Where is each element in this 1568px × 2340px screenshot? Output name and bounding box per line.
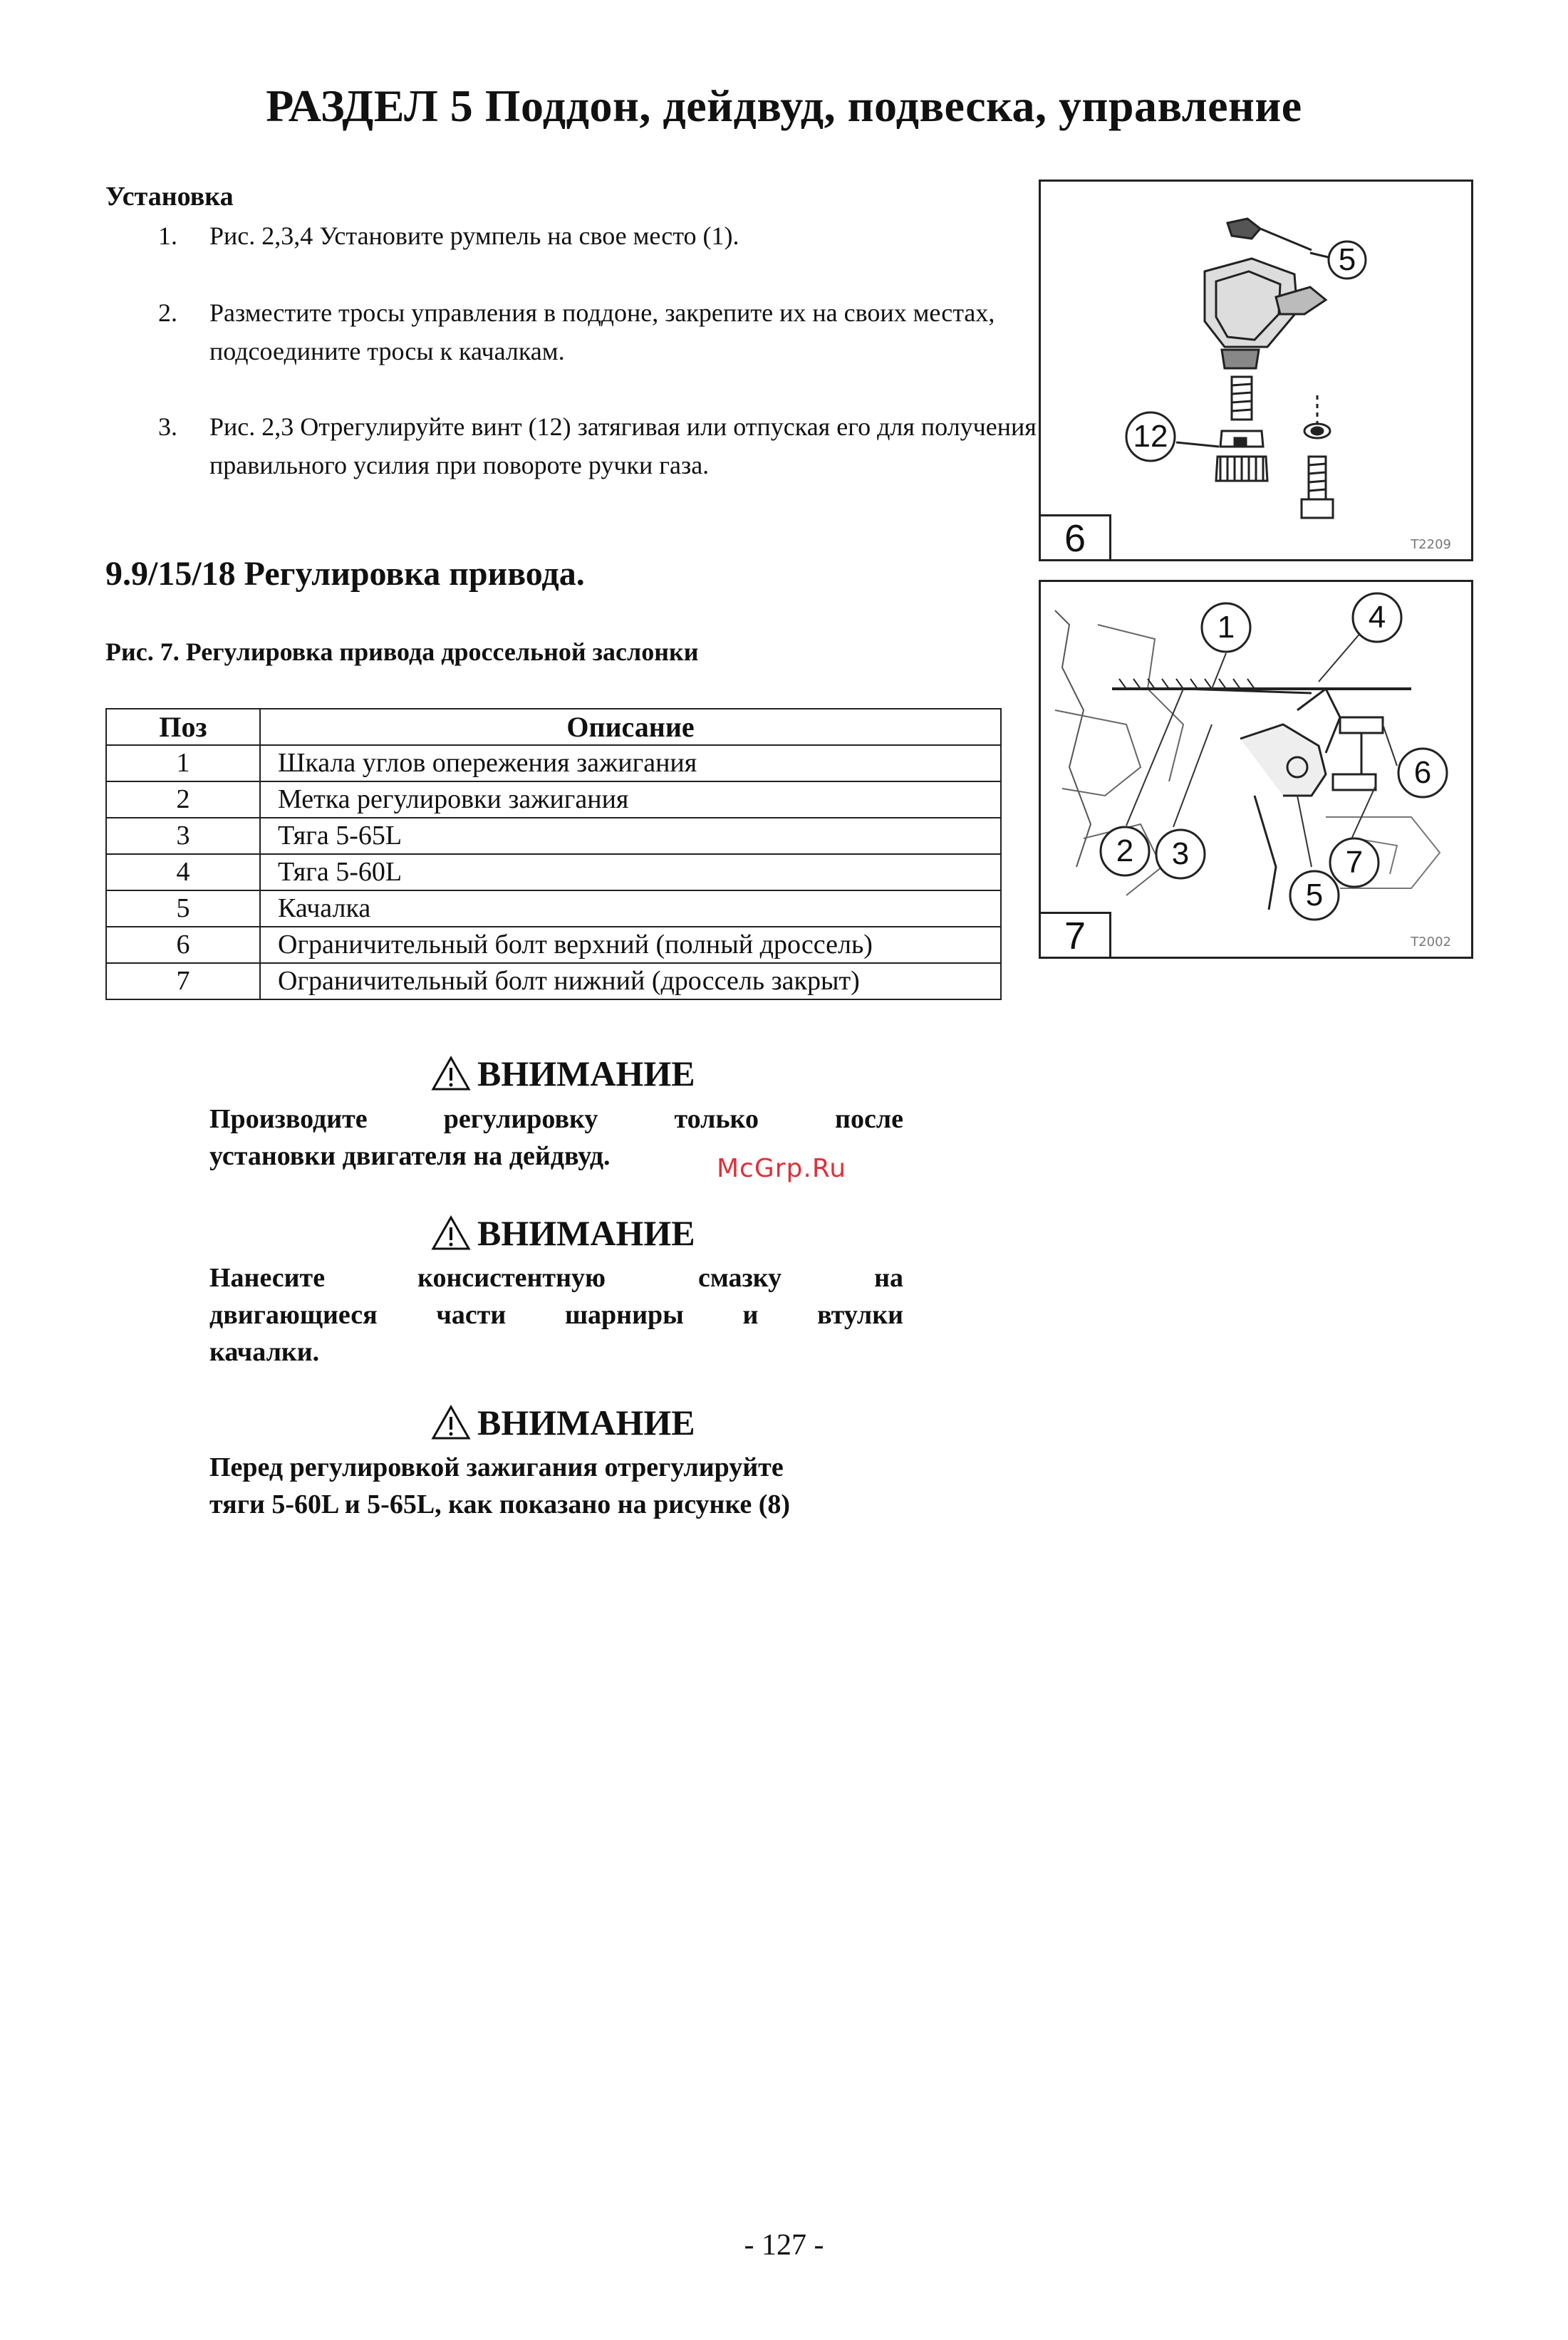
step-text: Рис. 2,3,4 Установите румпель на свое место (1). xyxy=(209,222,739,250)
warning-title xyxy=(430,1053,695,1094)
figure-code: T2002 xyxy=(1411,935,1451,950)
watermark: McGrp.Ru xyxy=(717,1154,847,1183)
step-number: 3. xyxy=(158,412,177,441)
cell-pos: 3 xyxy=(106,818,260,854)
cell-description: Ограничительный болт нижний (дроссель закрыт) xyxy=(260,963,1001,999)
section-heading: 9.9/15/18 Регулировка привода. xyxy=(105,555,585,593)
parts-table xyxy=(105,708,1002,1000)
table-row xyxy=(106,963,1001,999)
callout-6: 6 xyxy=(1413,755,1432,790)
step-number: 1. xyxy=(158,222,177,250)
figure-code: T2209 xyxy=(1411,537,1451,552)
figure-7 xyxy=(1039,580,1473,959)
warning-line: Перед регулировкой зажигания отрегулируйте xyxy=(209,1452,784,1482)
table-row xyxy=(106,781,1001,818)
warning-title-text: ВНИМАНИЕ xyxy=(477,1403,695,1442)
callout-5: 5 xyxy=(1338,242,1356,277)
warning-title-text: ВНИМАНИЕ xyxy=(477,1213,695,1253)
callout-7: 7 xyxy=(1345,845,1364,880)
table-row xyxy=(106,890,1001,927)
cell-description: Метка регулировки зажигания xyxy=(260,781,1001,818)
table-row xyxy=(106,745,1001,781)
cell-pos: 6 xyxy=(106,927,260,963)
cell-description: Тяга 5-65L xyxy=(260,818,1001,854)
warning-line: качалки. xyxy=(209,1337,320,1367)
table-row xyxy=(106,927,1001,963)
cell-description: Качалка xyxy=(260,890,1001,927)
step-number: 2. xyxy=(158,298,177,327)
page-title: РАЗДЕЛ 5 Поддон, дейдвуд, подвеска, управление xyxy=(266,80,1302,131)
warning-title xyxy=(430,1212,695,1254)
warning-triangle-icon xyxy=(430,1404,472,1441)
callout-5: 5 xyxy=(1305,878,1324,912)
warning-line: установки двигателя на дейдвуд. xyxy=(209,1141,611,1171)
tiller-friction-assembly-drawing xyxy=(1041,182,1471,559)
cell-description: Шкала углов опережения зажигания xyxy=(260,745,1001,781)
figure-6 xyxy=(1039,180,1473,561)
warning-line: двигающиеся части шарниры и втулки xyxy=(209,1300,903,1330)
callout-12: 12 xyxy=(1133,419,1168,454)
callout-1: 1 xyxy=(1217,610,1235,645)
callout-4: 4 xyxy=(1368,600,1386,635)
warning-line: тяги 5-60L и 5-65L, как показано на рисунке (8) xyxy=(209,1489,791,1519)
install-heading: Установка xyxy=(105,182,234,212)
cell-description: Тяга 5-60L xyxy=(260,854,1001,890)
warning-title-text: ВНИМАНИЕ xyxy=(477,1054,695,1093)
warning-triangle-icon xyxy=(430,1055,472,1092)
step-text: Рис. 2,3 Отрегулируйте винт (12) затягивая или отпуская его для получения правильного усилия при повороте ручки газа. xyxy=(209,412,1037,479)
callout-2: 2 xyxy=(1116,833,1134,868)
cell-pos: 4 xyxy=(106,854,260,890)
cell-pos: 2 xyxy=(106,781,260,818)
table-header-row xyxy=(106,709,1001,745)
cell-pos: 5 xyxy=(106,890,260,927)
warning-title xyxy=(430,1402,695,1443)
table-row xyxy=(106,818,1001,854)
column-header-description: Описание xyxy=(260,709,1001,745)
cell-pos: 1 xyxy=(106,745,260,781)
warning-triangle-icon xyxy=(430,1215,472,1252)
warning-line: Нанесите консистентную смазку на xyxy=(209,1263,903,1293)
warning-line: Производите регулировку только после xyxy=(209,1104,903,1134)
table-row xyxy=(106,854,1001,890)
cell-pos: 7 xyxy=(106,963,260,999)
page-number: - 127 - xyxy=(744,2229,824,2262)
cell-description: Ограничительный болт верхний (полный дроссель) xyxy=(260,927,1001,963)
callout-3: 3 xyxy=(1171,836,1190,871)
step-text: Разместите тросы управления в поддоне, закрепите их на своих местах, подсоедините тросы к качалкам. xyxy=(209,298,995,365)
column-header-pos: Поз xyxy=(106,709,260,745)
figure-number-label: 6 xyxy=(1041,514,1111,559)
figure-caption: Рис. 7. Регулировка привода дроссельной заслонки xyxy=(105,638,699,666)
figure-number-label: 7 xyxy=(1041,912,1111,957)
